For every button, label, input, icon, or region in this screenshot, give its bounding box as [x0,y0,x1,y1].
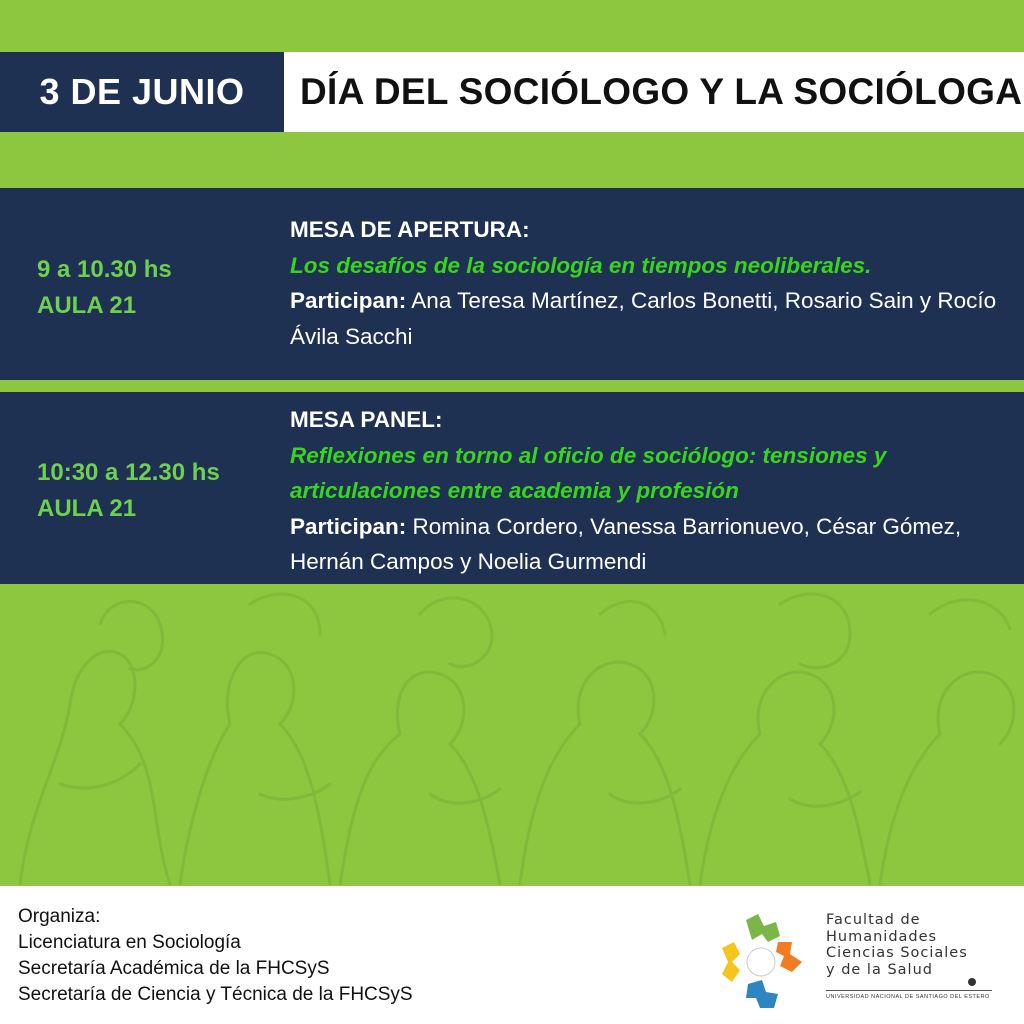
organizer-item: Licenciatura en Sociología [18,932,241,953]
organiza-label: Organiza: [18,906,101,927]
decorative-dot [968,978,976,986]
event-date: 3 DE JUNIO [39,71,245,112]
session-room: AULA 21 [37,495,137,522]
session-type: MESA PANEL: [290,407,443,432]
session-subject: Los desafíos de la sociología en tiempos neoliberales. [290,252,872,278]
session-details [290,402,1004,580]
session-opening [0,188,1024,380]
faculty-logo-icon [718,912,804,1012]
date-banner [0,52,284,132]
title-banner [284,52,1024,132]
faculty-line: Humanidades [826,928,938,945]
university-name: UNIVERSIDAD NACIONAL DE SANTIAGO DEL ESTERO [826,994,990,1000]
session-time: 10:30 a 12.30 hs [37,459,220,486]
session-type: MESA DE APERTURA: [290,217,530,242]
session-subject: Reflexiones en torno al oficio de sociólogo: tensiones y articulaciones entre academia y profesión [290,442,887,503]
participants-label: Participan: [290,513,407,539]
session-panel [0,392,1024,584]
organizers-block [18,904,413,1008]
faculty-line: Ciencias Sociales [826,945,968,961]
session-room: AULA 21 [37,292,137,319]
faculty-name [826,912,968,978]
divider [826,990,992,991]
session-schedule [37,455,220,527]
session-details [290,212,1004,354]
session-schedule [37,252,172,324]
faculty-line: y de la Salud [826,961,933,978]
session-time: 9 a 10.30 hs [37,256,172,283]
participants-label: Participan: [290,288,407,313]
footer [0,886,1024,1024]
participants-list: Romina Cordero, Vanessa Barrionuevo, César Gómez, Hernán Campos y Noelia Gurmendi [290,513,962,574]
organizer-item: Secretaría Académica de la FHCSyS [18,958,330,979]
event-title: DÍA DEL SOCIÓLOGO Y LA SOCIÓLOGA [300,71,1023,112]
faculty-line: Facultad de [826,912,921,928]
top-band [0,0,1024,50]
crowd-line-art-illustration [0,584,1024,886]
organizer-item: Secretaría de Ciencia y Técnica de la FHCSyS [18,984,413,1005]
participants-list: Ana Teresa Martínez, Carlos Bonetti, Rosario Sain y Rocío Ávila Sacchi [290,288,997,349]
